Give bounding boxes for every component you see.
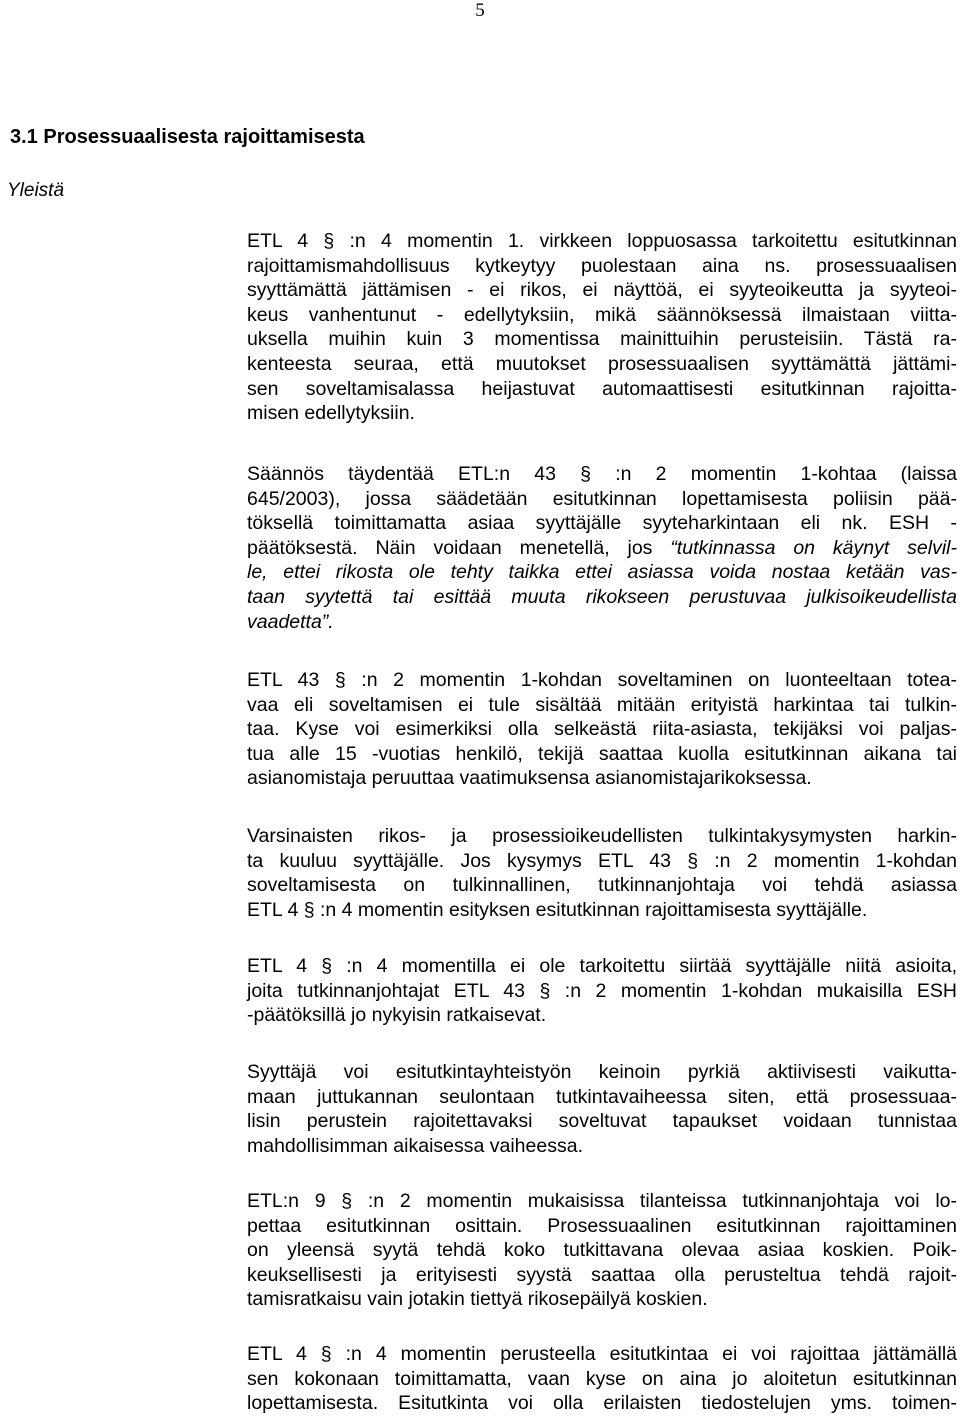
text-line: on yleensä syytä tehdä koko tutkittavana olevaa asiaa koskien. Poik- <box>247 1239 957 1262</box>
text-line: joita tutkinnanjohtajat ETL 43 § :n 2 momentin 1-kohdan mukaisilla ESH <box>247 979 957 1002</box>
text-line: keus vanhentunut - edellytyksiin, mikä säännöksessä ilmaistaan viitta- <box>247 303 957 326</box>
text-line: kenteesta seuraa, että muutokset prosessuaalisen syyttämättä jättämi- <box>247 352 957 375</box>
text-line: soveltamisesta on tulkinnallinen, tutkinnanjohtaja voi tehdä asiassa <box>247 874 957 897</box>
section-heading: 3.1 Prosessuaalisesta rajoittamisesta <box>10 126 365 148</box>
quotation-segment: “tutkinnassa on käynyt selvil- <box>670 536 957 559</box>
text-line: Syyttäjä voi esitutkintayhteistyön keinoin pyrkiä aktiivisesti vaikutta- <box>247 1061 957 1083</box>
page-number: 5 <box>475 0 485 21</box>
text-line: tua alle 15 -vuotias henkilö, tekijä saattaa kuolla esitutkinnan aikana tai <box>247 742 957 765</box>
text-line: keuksellisesti ja erityisesti syystä saattaa olla perusteltua tehdä rajoit- <box>247 1263 957 1286</box>
text-line: sen kokonaan toimittamatta, vaan kyse on aina jo aloitetun esitutkinnan <box>247 1367 957 1390</box>
text-line: ETL 4 § :n 4 momentin perusteella esitutkintaa ei voi rajoittaa jättämällä <box>247 1343 957 1365</box>
text-line: vaa eli soveltamisen ei tule sisältää mitään erityistä harkintaa tai tulkin- <box>247 693 957 716</box>
paragraph-esitutkintayhteistyo <box>247 1060 957 1158</box>
text-line: ETL 4 § :n 4 momentilla ei ole tarkoitettu siirtää syyttäjälle niitä asioita, <box>247 955 957 977</box>
text-line: ETL 4 § :n 4 momentin 1. virkkeen loppuosassa tarkoitettu esitutkinnan <box>247 230 957 252</box>
paragraph-etl-9 <box>247 1189 957 1312</box>
text-line: mahdollisimman aikaisessa vaiheessa. <box>247 1134 583 1157</box>
text-segment: päätöksestä. Näin voidaan menetellä, jos <box>247 536 671 559</box>
text-line: pettaa esitutkinnan osittain. Prosessuaalinen esitutkinnan rajoittaminen <box>247 1214 957 1237</box>
text-line: -päätöksillä jo nykyisin ratkaisevat. <box>247 1004 547 1027</box>
text-line: ETL 4 § :n 4 momentin esityksen esitutkinnan rajoittamisesta syyttäjälle. <box>247 898 868 921</box>
text-line: tamisratkaisu vain jotakin tiettyä rikosepäilyä koskien. <box>247 1288 708 1311</box>
text-line: syyttämättä jättämisen - ei rikos, ei näyttöä, ei syyteoikeutta ja syyteoi- <box>247 279 957 302</box>
text-line: lisin perustein rajoitettavaksi soveltuvat tapaukset voidaan tunnistaa <box>247 1110 957 1133</box>
text-line: Säännös täydentää ETL:n 43 § :n 2 momentin 1-kohtaa (laissa <box>247 463 957 485</box>
text-line: maan juttukannan seulontaan tutkintavaiheessa siten, että prosessuaa- <box>247 1085 957 1108</box>
text-line <box>247 536 957 561</box>
paragraph-etl-4-perusteella <box>247 1342 957 1416</box>
text-line: misen edellytyksiin. <box>247 402 415 425</box>
text-line: sen soveltamisalassa heijastuvat automaattisesti esitutkinnan rajoitta- <box>247 377 957 400</box>
quotation-line: taan syytettä tai esittää muuta rikokseen perustuvaa julkisoikeudellista <box>247 585 957 608</box>
paragraph-etl-4-momentti <box>247 229 957 426</box>
text-line: Varsinaisten rikos- ja prosessioikeudellisten tulkintakysymysten harkin- <box>247 825 957 847</box>
paragraph-etl-4-momentilla <box>247 954 957 1028</box>
text-line: lopettamisesta. Esitutkinta voi olla erilaisten tiedostelujen yms. toimen- <box>247 1392 957 1415</box>
text-line: taa. Kyse voi esimerkiksi olla selkeästä riita-asiasta, tekijäksi voi paljas- <box>247 718 957 741</box>
text-line: rajoittamismahdollisuus kytkeytyy puolestaan aina ns. prosessuaalisen <box>247 254 957 277</box>
text-line: ETL:n 9 § :n 2 momentin mukaisissa tilanteissa tutkinnanjohtaja voi lo- <box>247 1190 957 1212</box>
paragraph-saannos <box>247 462 957 634</box>
subsection-heading: Yleistä <box>7 180 65 201</box>
paragraph-etl-43-soveltaminen <box>247 668 957 791</box>
paragraph-tulkintakysymykset <box>247 824 957 922</box>
quotation-line: le, ettei rikosta ole tehty taikka ettei asiassa voida nostaa ketään vas- <box>247 561 957 584</box>
text-line: ETL 43 § :n 2 momentin 1-kohdan soveltaminen on luonteeltaan totea- <box>247 669 957 691</box>
text-line: töksellä toimittamatta asiaa syyttäjälle syyteharkintaan eli nk. ESH - <box>247 512 957 535</box>
text-line: ta kuuluu syyttäjälle. Jos kysymys ETL 43 § :n 2 momentin 1-kohdan <box>247 849 957 872</box>
quotation-line: vaadetta”. <box>247 610 334 633</box>
text-line: uksella muihin kuin 3 momentissa mainittuihin perusteisiin. Tästä ra- <box>247 328 957 351</box>
text-line: asianomistaja peruuttaa vaatimuksensa asianomistajarikoksessa. <box>247 767 812 790</box>
text-line: 645/2003), jossa säädetään esitutkinnan lopettamisesta poliisin pää- <box>247 487 957 510</box>
